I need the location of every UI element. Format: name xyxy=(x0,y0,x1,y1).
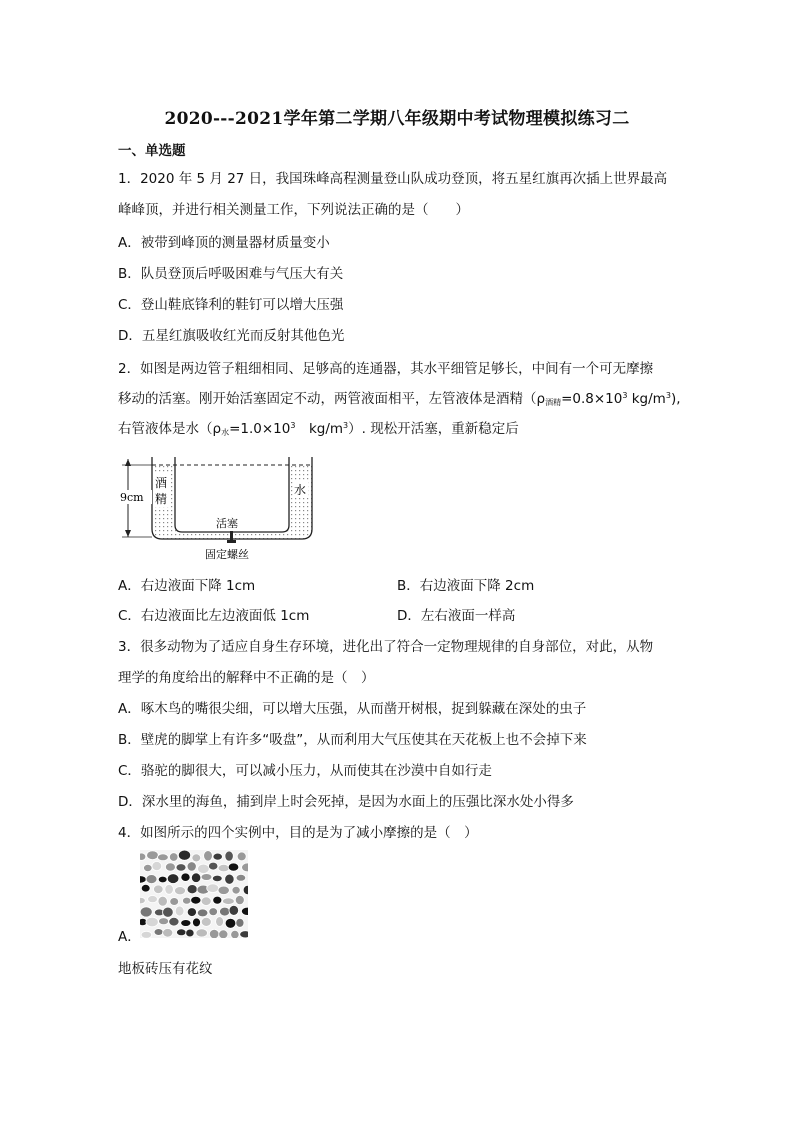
pebble xyxy=(163,929,173,938)
pebble xyxy=(204,851,213,861)
q2-line3-tail: ）. 现松开活塞，重新稳定后 xyxy=(348,421,519,437)
section-heading: 一、单选题 xyxy=(118,143,186,159)
q2-water-density: =1.0×10 xyxy=(229,421,291,437)
q2-alcohol-unit-exponent: 3 xyxy=(665,391,671,400)
q2-option-c: C．右边液面比左边液面低 1cm xyxy=(118,608,310,624)
q2-alcohol-density: =0.8×10 xyxy=(561,391,623,407)
pebble xyxy=(169,853,178,862)
q3-option-c: C．骆驼的脚很大，可以减小压力，从而使其在沙漠中自如行走 xyxy=(118,763,492,779)
q2-stem-line2 xyxy=(118,387,681,408)
pebble xyxy=(144,864,153,871)
q4-option-a-caption: 地板砖压有花纹 xyxy=(118,961,213,977)
q1-stem-line2: 峰峰顶，并进行相关测量工作，下列说法正确的是（ ） xyxy=(118,202,469,218)
pebble xyxy=(218,864,229,871)
pebble xyxy=(141,884,150,892)
q4-stem-line1: 4．如图所示的四个实例中，目的是为了减小摩擦的是（ ） xyxy=(118,825,478,841)
pebble xyxy=(146,917,158,927)
piston xyxy=(230,531,233,540)
page-title: 2020---2021学年第二学期八年级期中考试物理模拟练习二 xyxy=(164,109,630,129)
pebble xyxy=(201,874,212,881)
q2-alcohol-exponent: 3 xyxy=(622,391,628,400)
q2-option-a: A．右边液面下降 1cm xyxy=(118,578,256,594)
pebble xyxy=(223,898,235,905)
pebble xyxy=(191,873,200,883)
q2-water-subscript: 水 xyxy=(221,428,230,437)
q2-water-unit: kg/m xyxy=(295,421,344,437)
q3-option-d: D．深水里的海鱼，捕到岸上时会死掉，是因为水面上的压强比深水处小得多 xyxy=(118,794,574,810)
pebble xyxy=(154,929,163,936)
pebble xyxy=(159,918,169,925)
pebble xyxy=(170,898,179,906)
pebble xyxy=(236,874,246,881)
pebble xyxy=(183,897,191,904)
pebble xyxy=(235,895,244,904)
q3-option-b: B．壁虎的脚掌上有许多“吸盘”，从而利用大气压使其在天花板上也不会掉下来 xyxy=(118,732,587,748)
q2-line2-text: 移动的活塞。刚开始活塞固定不动，两管液面相平，左管液体是酒精（ρ xyxy=(118,391,546,407)
pebble xyxy=(163,907,174,917)
pebble xyxy=(231,930,239,938)
pebble xyxy=(219,930,228,938)
pebble xyxy=(167,874,179,884)
pebble xyxy=(146,875,157,884)
pebble xyxy=(209,862,218,870)
q2-stem-line1: 2．如图是两边管子粗细相同、足够高的连通器，其水平细管足够长，中间有一个可无摩擦 xyxy=(118,361,654,377)
pebble xyxy=(169,917,179,926)
pebble xyxy=(140,853,146,860)
q1-option-b: B．队员登顶后呼吸困难与气压大有关 xyxy=(118,266,344,282)
pebble xyxy=(140,897,145,903)
fixing-screw-icon xyxy=(227,540,236,543)
pebble xyxy=(154,885,164,894)
pebble xyxy=(177,929,187,936)
alcohol-label-bottom: 精 xyxy=(155,492,168,506)
pebble xyxy=(147,851,159,860)
pebble xyxy=(187,862,196,871)
q3-option-a: A．啄木鸟的嘴很尖细，可以增大压强，从而凿开树根，捉到躲藏在深处的虫子 xyxy=(118,701,587,717)
pebble xyxy=(225,851,233,861)
pebble xyxy=(193,918,201,927)
pebble xyxy=(228,863,239,871)
pebble xyxy=(140,907,152,917)
q2-line3-text: 右管液体是水（ρ xyxy=(118,421,222,437)
water-label: 水 xyxy=(294,483,307,497)
pebble xyxy=(201,917,211,926)
q1-option-c: C．登山鞋底锋利的鞋钉可以增大压强 xyxy=(118,297,344,313)
pebble xyxy=(201,897,211,906)
pebble xyxy=(148,896,158,903)
pebble xyxy=(187,885,197,894)
pebble xyxy=(141,931,152,938)
pebble xyxy=(243,885,248,894)
pebble xyxy=(176,864,186,871)
pebble xyxy=(175,906,184,916)
q2-option-d: D．左右液面一样高 xyxy=(397,608,516,624)
pebble xyxy=(236,918,244,927)
q2-line2-tail: ), xyxy=(670,391,681,407)
pebble xyxy=(175,887,186,895)
pebble xyxy=(218,886,229,894)
q2-alcohol-subscript: 酒精 xyxy=(545,398,562,407)
q1-option-d: D．五星红旗吸收红光而反射其他色光 xyxy=(118,328,345,344)
pebble xyxy=(225,874,234,884)
pebble xyxy=(158,896,167,906)
q1-stem-line1: 1．2020 年 5 月 27 日，我国珠峰高程测量登山队成功登顶，将五星红旗再次插上世界最高 xyxy=(118,171,668,187)
pebble xyxy=(158,876,167,883)
pebble xyxy=(191,896,201,904)
pebble xyxy=(181,873,190,881)
pebble xyxy=(232,886,240,894)
pebble xyxy=(225,918,236,928)
height-arrow-down-icon xyxy=(125,530,131,537)
pebble xyxy=(220,907,230,916)
pebble xyxy=(209,908,218,916)
q2-stem-line3 xyxy=(118,417,519,438)
pebble xyxy=(196,929,208,937)
pebble xyxy=(152,862,162,871)
pebble xyxy=(181,920,191,927)
q1-option-a: A．被带到峰顶的测量器材质量变小 xyxy=(118,235,330,251)
pebble xyxy=(192,854,201,862)
pebble xyxy=(178,850,190,860)
pebble xyxy=(158,854,169,861)
pebble xyxy=(213,853,222,860)
pebble xyxy=(165,884,174,894)
q3-stem-line1: 3．很多动物为了适应自身生存环境，进化出了符合一定物理规律的自身部位，对此，从物 xyxy=(118,639,654,655)
pebble xyxy=(229,905,239,915)
connected-vessel-diagram xyxy=(118,457,323,565)
alcohol-label-top: 酒 xyxy=(155,476,168,490)
q2-alcohol-unit: kg/m xyxy=(627,391,666,407)
pebble xyxy=(209,929,219,938)
pebble xyxy=(198,864,210,873)
pebble xyxy=(213,896,222,904)
height-label: 9cm xyxy=(120,491,144,504)
screw-label: 固定螺丝 xyxy=(205,548,249,561)
pebble xyxy=(197,909,208,917)
q2-water-unit-exponent: 3 xyxy=(343,421,349,430)
piston-label: 活塞 xyxy=(216,517,238,530)
pebble xyxy=(212,875,222,881)
q3-stem-line2: 理学的角度给出的解释中不正确的是（ ） xyxy=(118,670,375,686)
q2-water-exponent: 3 xyxy=(290,421,296,430)
pebble xyxy=(216,917,224,927)
pebble xyxy=(187,908,196,917)
floor-tile-pattern-image xyxy=(140,850,248,938)
pebble xyxy=(240,931,248,938)
pebble xyxy=(237,852,246,861)
pebble xyxy=(207,884,219,893)
pebble xyxy=(165,863,175,871)
q4-option-a-letter: A． xyxy=(118,929,141,945)
q2-option-b: B．右边液面下降 2cm xyxy=(397,578,535,594)
pebble xyxy=(186,929,194,937)
